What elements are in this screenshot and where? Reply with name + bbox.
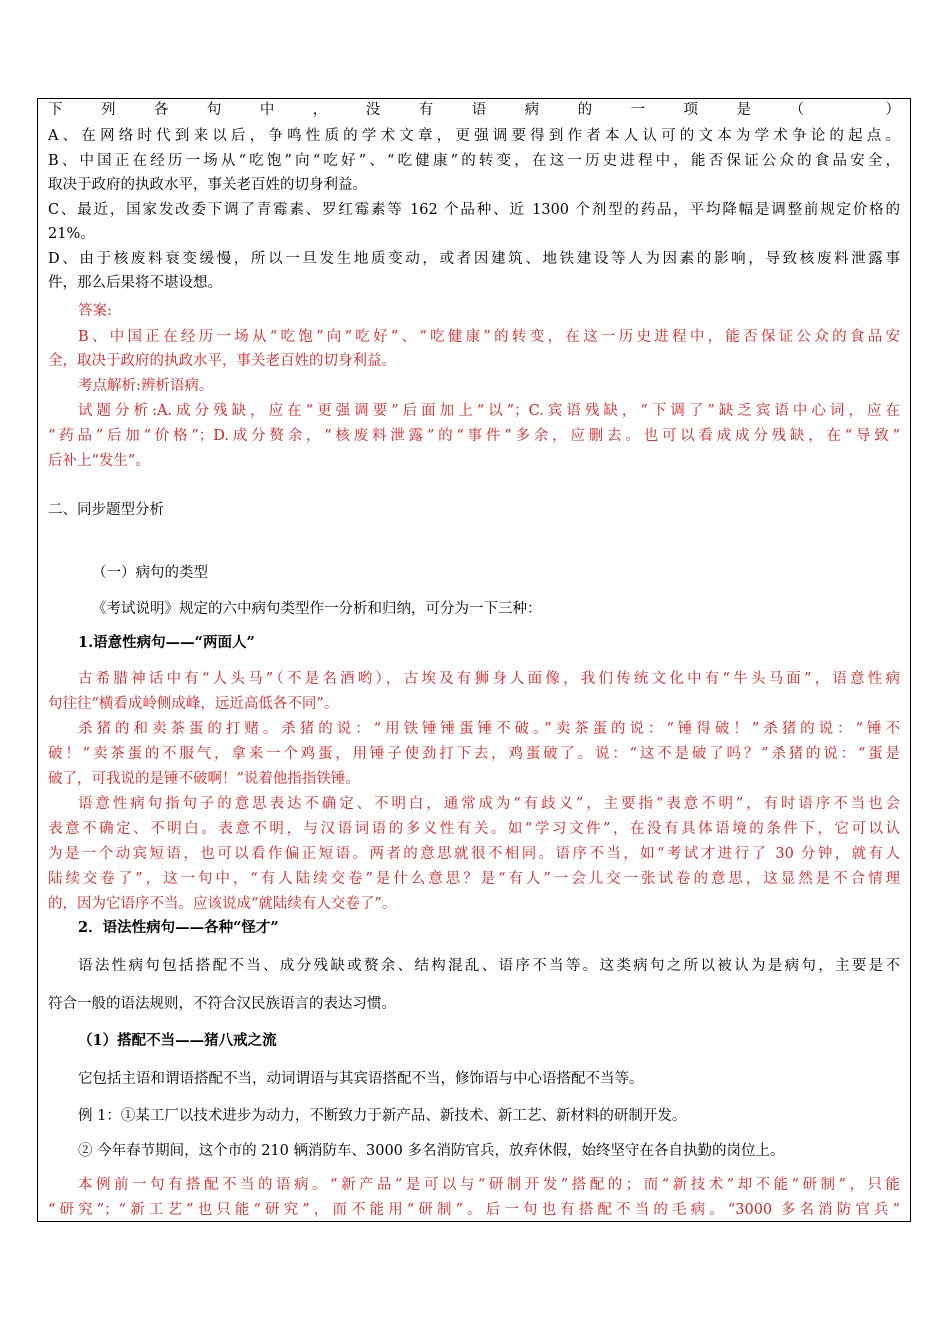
p3-line4: 陆续交卷了”，这一句中，“有人陆续交卷”是什么意思？是“有人”一会儿交一张试卷的意思，这显然是不合情理 — [48, 871, 900, 887]
answer-label: 答案: — [78, 303, 112, 319]
p6-line2: “研究”；“新工艺”也只能“研究”，而不能用“研制”。后一句也有搭配不当的毛病。“3000 多名消防官兵” — [48, 1202, 900, 1218]
option-d-line1: D、由于核废料衰变缓慢，所以一旦发生地质变动，或者因建筑、地铁建设等人为因素的影响，导致核废料泄露事 — [48, 251, 900, 267]
heading-semantic-errors: 1.语意性病句——“两面人” — [78, 634, 255, 651]
answer-text-line1: B、中国正在经历一场从“吃饱”向“吃好”、“吃健康”的转变，在这一历史进程中，能否保证公众的食品安 — [78, 329, 900, 345]
option-a: A、在网络时代到来以后，争鸣性质的学术文章，更强调要得到作者本人认可的文本为学术争论的起点。 — [48, 128, 900, 144]
answer-analysis-line3: 后补上“发生”。 — [48, 453, 150, 469]
section-heading: 二、同步题型分析 — [48, 502, 164, 518]
option-b-line2: 取决于政府的执政水平，事关老百姓的切身利益。 — [48, 177, 367, 193]
p2-line3: 破了，可我说的是锤不破啊！”说着他指指铁锤。 — [48, 771, 360, 787]
p4-line1: 语法性病句包括搭配不当、成分残缺或赘余、结构混乱、语序不当等。这类病句之所以被认为是病句，主要是不 — [78, 958, 900, 974]
p1-line2: 句往往“横看成岭侧成峰，远近高低各不同”。 — [48, 696, 339, 712]
p3-line3: 为是一个动宾短语，也可以看作偏正短语。两者的意思就很不相同。语序不当，如“考试才进行了 30 分钟，就有人 — [48, 846, 900, 862]
p1-line1: 古希腊神话中有“人头马”（不是名酒哟），古埃及有狮身人面像，我们传统文化中有“牛头马面”，语意性病 — [78, 671, 900, 687]
answer-analysis-line1: 试题分析:A.成分残缺，应在“更强调要”后面加上“以”；C.宾语残缺，“下调了”缺乏宾语中心词，应在 — [78, 403, 900, 419]
answer-point: 考点解析:辨析语病。 — [78, 378, 214, 394]
p3-line5: 的，因为它语序不当。应该说成“就陆续有人交卷了”。 — [48, 896, 397, 912]
option-c-line1: C、最近，国家发改委下调了青霉素、罗红霉素等 162 个品种、近 1300 个剂型的药品，平均降幅是调整前规定价格的 — [48, 202, 900, 218]
heading-mismatch: （1）搭配不当——猪八戒之流 — [78, 1032, 277, 1049]
example1-line1: 例 1：①某工厂以技术进步为动力，不断致力于新产品、新技术、新工艺、新材料的研制开发。 — [78, 1108, 687, 1124]
p3-line2: 表意不确定、不明白。表意不明，与汉语词语的多义性有关。如“学习文件”，在没有具体语境的条件下，它可以认 — [48, 821, 900, 837]
p4-line2: 符合一般的语法规则，不符合汉民族语言的表达习惯。 — [48, 996, 396, 1012]
question-stem: 下列各句中，没有语病的一项是（ ） — [48, 102, 900, 118]
p6-line1: 本例前一句有搭配不当的语病。“新产品”是可以与“研制开发”搭配的；而“新技术”却不能“研制”，只能 — [78, 1177, 900, 1193]
subsection-title: （一）病句的类型 — [92, 565, 208, 581]
p2-line2: 破！”卖茶蛋的不服气，拿来一个鸡蛋，用锤子使劲打下去，鸡蛋破了。说：“这不是破了吗？”杀猪的说：“蛋是 — [48, 746, 900, 762]
heading-grammatical-errors: 2．语法性病句——各种“怪才” — [78, 919, 279, 936]
option-d-line2: 件，那么后果将不堪设想。 — [48, 275, 222, 291]
intro-paragraph: 《考试说明》规定的六中病句类型作一分析和归纳，可分为一下三种： — [92, 601, 542, 617]
answer-text-line2: 全，取决于政府的执政水平，事关老百姓的切身利益。 — [48, 353, 396, 369]
p3-line1: 语意性病句指句子的意思表达不确定、不明白，通常成为“有歧义”，主要指“表意不明”，有时语序不当也会 — [78, 796, 900, 812]
option-c-line2: 21%。 — [48, 226, 95, 242]
answer-analysis-line2: “药品”后加“价格”；D.成分赘余，“核废料泄露”的“事件”多余，应删去。也可以看成成分残缺，在“导致” — [48, 428, 900, 444]
p2-line1: 杀猪的和卖茶蛋的打赌。杀猪的说：“用铁锤锤蛋锤不破。”卖茶蛋的说：“锤得破！”杀猪的说：“锤不 — [78, 721, 900, 737]
example1-line2: ② 今年春节期间，这个市的 210 辆消防车、3000 多名消防官兵，放弃休假，始终坚守在各自执勤的岗位上。 — [78, 1143, 785, 1159]
p5: 它包括主语和谓语搭配不当，动词谓语与其宾语搭配不当，修饰语与中心语搭配不当等。 — [78, 1071, 644, 1087]
option-b-line1: B、中国正在经历一场从“吃饱”向“吃好”、“吃健康”的转变，在这一历史进程中，能否保证公众的食品安全， — [48, 153, 900, 169]
